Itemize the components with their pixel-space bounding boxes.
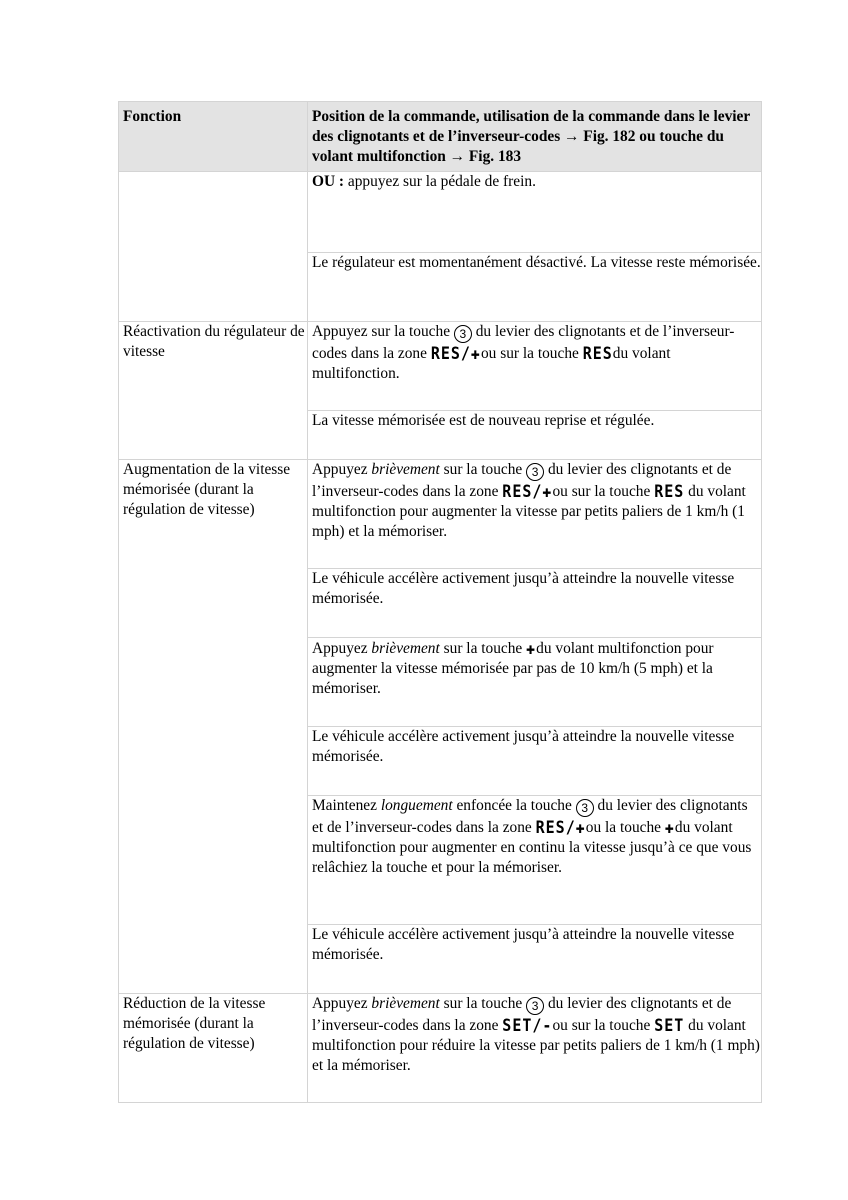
instruction-cell: Maintenez longuement enfoncée la touche 3 du levier des clignotants et de l’inverseur-codes dans la zone RES/✚ou la touche ✚du volant multifonction pour augmenter en continu la vitesse jusqu’à ce que vous relâchiez la touche et pour la mémoriser. (308, 796, 762, 925)
plus-key-icon: ✚ (526, 637, 537, 659)
res-key-icon: RES (654, 480, 685, 502)
set-key-icon: SET (654, 1014, 685, 1036)
key-3-icon: 3 (454, 325, 472, 343)
table-row (119, 322, 762, 411)
key-3-icon: 3 (526, 997, 544, 1015)
table-row (119, 460, 762, 569)
instruction-cell: OU : appuyez sur la pédale de frein. (308, 172, 762, 253)
function-label-augmentation: Augmentation de la vitesse mémorisée (durant la régulation de vitesse) (119, 460, 308, 994)
key-3-icon: 3 (526, 463, 544, 481)
function-label-empty (119, 172, 308, 322)
instruction-cell: Appuyez brièvement sur la touche 3 du levier des clignotants et de l’inverseur-codes dans la zone RES/✚ou sur la touche RES du volant multifonction pour augmenter la vitesse par petits paliers de 1 km/h (1 mph) et la mémoriser. (308, 460, 762, 569)
function-label-reduction: Réduction de la vitesse mémorisée (durant la régulation de vitesse) (119, 994, 308, 1103)
set-minus-key-icon: SET/- (502, 1014, 553, 1036)
table-header-row (119, 102, 762, 172)
plus-key-icon: ✚ (664, 816, 675, 838)
function-table (118, 101, 762, 1103)
result-cell: Le véhicule accélère activement jusqu’à atteindre la nouvelle vitesse mémorisée. (308, 569, 762, 638)
table-row (119, 172, 762, 253)
res-plus-key-icon: RES/✚ (502, 480, 553, 502)
function-label-reactivation: Réactivation du régulateur de vitesse (119, 322, 308, 460)
res-key-icon: RES (582, 342, 613, 364)
result-cell: Le véhicule accélère activement jusqu’à atteindre la nouvelle vitesse mémorisée. (308, 727, 762, 796)
instruction-cell: Appuyez brièvement sur la touche 3 du levier des clignotants et de l’inverseur-codes dans la zone SET/-ou sur la touche SET du volant multifonction pour réduire la vitesse par petits paliers de 1 km/h (1 mph) et la mémoriser. (308, 994, 762, 1103)
result-cell: La vitesse mémorisée est de nouveau reprise et régulée. (308, 411, 762, 460)
result-cell: Le régulateur est momentanément désactivé. La vitesse reste mémorisée. (308, 253, 762, 322)
key-3-icon: 3 (576, 799, 594, 817)
instruction-cell: Appuyez brièvement sur la touche ✚du volant multifonction pour augmenter la vitesse mémorisée par pas de 10 km/h (5 mph) et la mémoriser. (308, 638, 762, 727)
table-row (119, 994, 762, 1103)
header-fonction: Fonction (119, 102, 308, 172)
instruction-cell: Appuyez sur la touche 3 du levier des clignotants et de l’inverseur-codes dans la zone RES/✚ou sur la touche RESdu volant multifonction. (308, 322, 762, 411)
header-position-commande: Position de la commande, utilisation de la commande dans le levier des clignotants et de l’inverseur-codes → Fig. 182 ou touche du volant multifonction → Fig. 183 (308, 102, 762, 172)
res-plus-key-icon: RES/✚ (535, 816, 586, 838)
res-plus-key-icon: RES/✚ (430, 342, 481, 364)
result-cell: Le véhicule accélère activement jusqu’à atteindre la nouvelle vitesse mémorisée. (308, 925, 762, 994)
